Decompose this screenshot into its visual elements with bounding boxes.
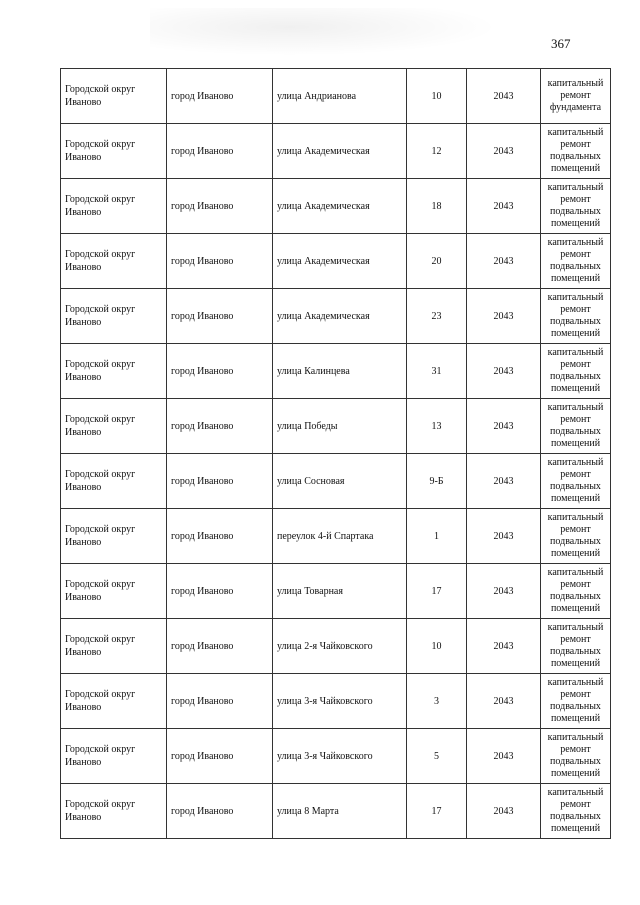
city-cell: город Иваново: [167, 564, 273, 619]
table-row: [61, 179, 611, 234]
year-cell: 2043: [467, 619, 541, 674]
street-cell: переулок 4-й Спартака: [273, 509, 407, 564]
year-cell: 2043: [467, 509, 541, 564]
street-cell: улица 2-я Чайковского: [273, 619, 407, 674]
table-row: [61, 619, 611, 674]
work-type-cell: капитальный ремонт подвальных помещений: [541, 784, 611, 839]
house-number-cell: 20: [407, 234, 467, 289]
municipality-cell: Городской округ Иваново: [61, 784, 167, 839]
table-row: [61, 124, 611, 179]
work-type-cell: капитальный ремонт подвальных помещений: [541, 289, 611, 344]
table-row: [61, 564, 611, 619]
municipality-cell: Городской округ Иваново: [61, 179, 167, 234]
city-cell: город Иваново: [167, 784, 273, 839]
year-cell: 2043: [467, 344, 541, 399]
city-cell: город Иваново: [167, 179, 273, 234]
table-row: [61, 289, 611, 344]
municipality-cell: Городской округ Иваново: [61, 674, 167, 729]
city-cell: город Иваново: [167, 674, 273, 729]
street-cell: улица Товарная: [273, 564, 407, 619]
house-number-cell: 31: [407, 344, 467, 399]
table-row: [61, 454, 611, 509]
city-cell: город Иваново: [167, 289, 273, 344]
house-number-cell: 1: [407, 509, 467, 564]
city-cell: город Иваново: [167, 729, 273, 784]
municipality-cell: Городской округ Иваново: [61, 619, 167, 674]
municipality-cell: Городской округ Иваново: [61, 729, 167, 784]
municipality-cell: Городской округ Иваново: [61, 399, 167, 454]
year-cell: 2043: [467, 179, 541, 234]
municipality-cell: Городской округ Иваново: [61, 454, 167, 509]
street-cell: улица Академическая: [273, 234, 407, 289]
house-number-cell: 23: [407, 289, 467, 344]
house-number-cell: 13: [407, 399, 467, 454]
house-number-cell: 5: [407, 729, 467, 784]
year-cell: 2043: [467, 454, 541, 509]
work-type-cell: капитальный ремонт подвальных помещений: [541, 454, 611, 509]
table-row: [61, 69, 611, 124]
work-type-cell: капитальный ремонт подвальных помещений: [541, 509, 611, 564]
house-number-cell: 9-Б: [407, 454, 467, 509]
table-row: [61, 344, 611, 399]
year-cell: 2043: [467, 729, 541, 784]
municipality-cell: Городской округ Иваново: [61, 69, 167, 124]
work-type-cell: капитальный ремонт подвальных помещений: [541, 619, 611, 674]
year-cell: 2043: [467, 69, 541, 124]
year-cell: 2043: [467, 234, 541, 289]
year-cell: 2043: [467, 399, 541, 454]
table-row: [61, 509, 611, 564]
table-row: [61, 674, 611, 729]
municipality-cell: Городской округ Иваново: [61, 234, 167, 289]
work-type-cell: капитальный ремонт подвальных помещений: [541, 124, 611, 179]
year-cell: 2043: [467, 784, 541, 839]
street-cell: улица 3-я Чайковского: [273, 729, 407, 784]
work-type-cell: капитальный ремонт подвальных помещений: [541, 179, 611, 234]
house-number-cell: 17: [407, 784, 467, 839]
house-number-cell: 12: [407, 124, 467, 179]
street-cell: улица 3-я Чайковского: [273, 674, 407, 729]
table-row: [61, 234, 611, 289]
work-type-cell: капитальный ремонт подвальных помещений: [541, 564, 611, 619]
year-cell: 2043: [467, 564, 541, 619]
address-table: [60, 68, 611, 839]
municipality-cell: Городской округ Иваново: [61, 509, 167, 564]
street-cell: улица Калинцева: [273, 344, 407, 399]
city-cell: город Иваново: [167, 399, 273, 454]
year-cell: 2043: [467, 674, 541, 729]
house-number-cell: 10: [407, 619, 467, 674]
municipality-cell: Городской округ Иваново: [61, 344, 167, 399]
year-cell: 2043: [467, 289, 541, 344]
house-number-cell: 17: [407, 564, 467, 619]
house-number-cell: 3: [407, 674, 467, 729]
street-cell: улица Андрианова: [273, 69, 407, 124]
municipality-cell: Городской округ Иваново: [61, 124, 167, 179]
city-cell: город Иваново: [167, 509, 273, 564]
street-cell: улица Академическая: [273, 179, 407, 234]
street-cell: улица Сосновая: [273, 454, 407, 509]
table-row: [61, 729, 611, 784]
street-cell: улица 8 Марта: [273, 784, 407, 839]
municipality-cell: Городской округ Иваново: [61, 289, 167, 344]
municipality-cell: Городской округ Иваново: [61, 564, 167, 619]
work-type-cell: капитальный ремонт подвальных помещений: [541, 344, 611, 399]
work-type-cell: капитальный ремонт подвальных помещений: [541, 234, 611, 289]
house-number-cell: 10: [407, 69, 467, 124]
work-type-cell: капитальный ремонт подвальных помещений: [541, 674, 611, 729]
work-type-cell: капитальный ремонт фундамента: [541, 69, 611, 124]
city-cell: город Иваново: [167, 619, 273, 674]
city-cell: город Иваново: [167, 69, 273, 124]
scan-smudge: [150, 8, 500, 56]
city-cell: город Иваново: [167, 344, 273, 399]
work-type-cell: капитальный ремонт подвальных помещений: [541, 399, 611, 454]
year-cell: 2043: [467, 124, 541, 179]
city-cell: город Иваново: [167, 234, 273, 289]
work-type-cell: капитальный ремонт подвальных помещений: [541, 729, 611, 784]
house-number-cell: 18: [407, 179, 467, 234]
city-cell: город Иваново: [167, 124, 273, 179]
street-cell: улица Академическая: [273, 289, 407, 344]
page-number: 367: [551, 36, 571, 51]
street-cell: улица Победы: [273, 399, 407, 454]
table-row: [61, 399, 611, 454]
street-cell: улица Академическая: [273, 124, 407, 179]
table-row: [61, 784, 611, 839]
city-cell: город Иваново: [167, 454, 273, 509]
